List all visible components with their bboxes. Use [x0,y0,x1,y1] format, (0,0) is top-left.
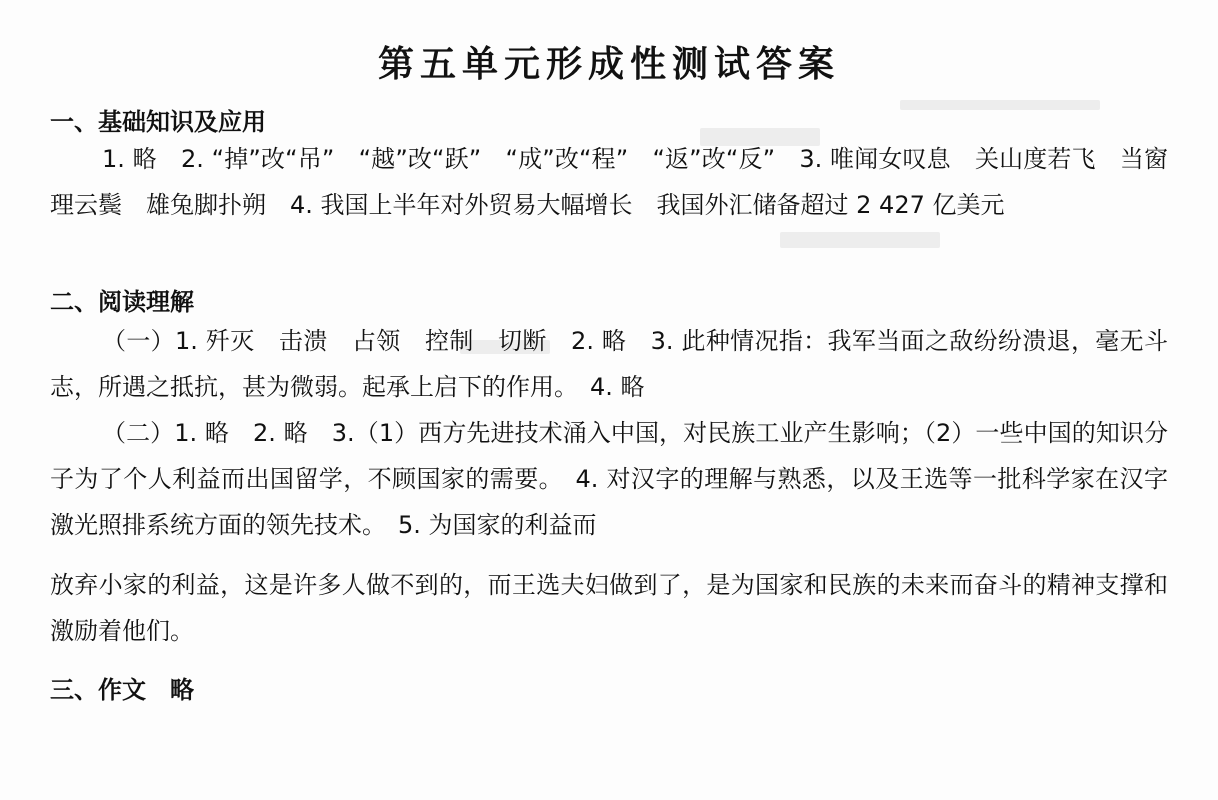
section-heading-reading: 二、阅读理解 [50,288,194,316]
scan-mark [780,232,940,248]
answer-paragraph-reading-2-continued: 放弃小家的利益，这是许多人做不到的，而王选夫妇做到了，是为国家和民族的未来而奋斗的精神支撑和激励着他们。 [50,571,1168,645]
answer-paragraph-reading-2: （二）1. 略 2. 略 3.（1）西方先进技术涌入中国，对民族工业产生影响；（2）一些中国的知识分子为了个人利益而出国留学，不顾国家的需要。 4. 对汉字的理解与熟悉，以及王选等一批科学家在汉字激光照排系统方面的领先技术。 5. 为国家的利益而 [50,419,1168,539]
scan-mark [900,100,1100,110]
section-heading-composition: 三、作文 略 [50,676,194,704]
page-title: 第五单元形成性测试答案 [377,43,840,85]
section-heading-basics: 一、基础知识及应用 [50,108,266,136]
answer-paragraph-basics: 1. 略 2. “掉”改“吊” “越”改“跃” “成”改“程” “返”改“反” 3. 唯闻女叹息 关山度若飞 当窗理云鬓 雄兔脚扑朔 4. 我国上半年对外贸易大幅增长 我国外汇储备超过 2 427 亿美元 [50,145,1168,219]
answer-paragraph-reading-1: （一）1. 歼灭 击溃 占领 控制 切断 2. 略 3. 此种情况指：我军当面之敌纷纷溃退，毫无斗志，所遇之抵抗，甚为微弱。起承上启下的作用。 4. 略 [50,327,1168,401]
